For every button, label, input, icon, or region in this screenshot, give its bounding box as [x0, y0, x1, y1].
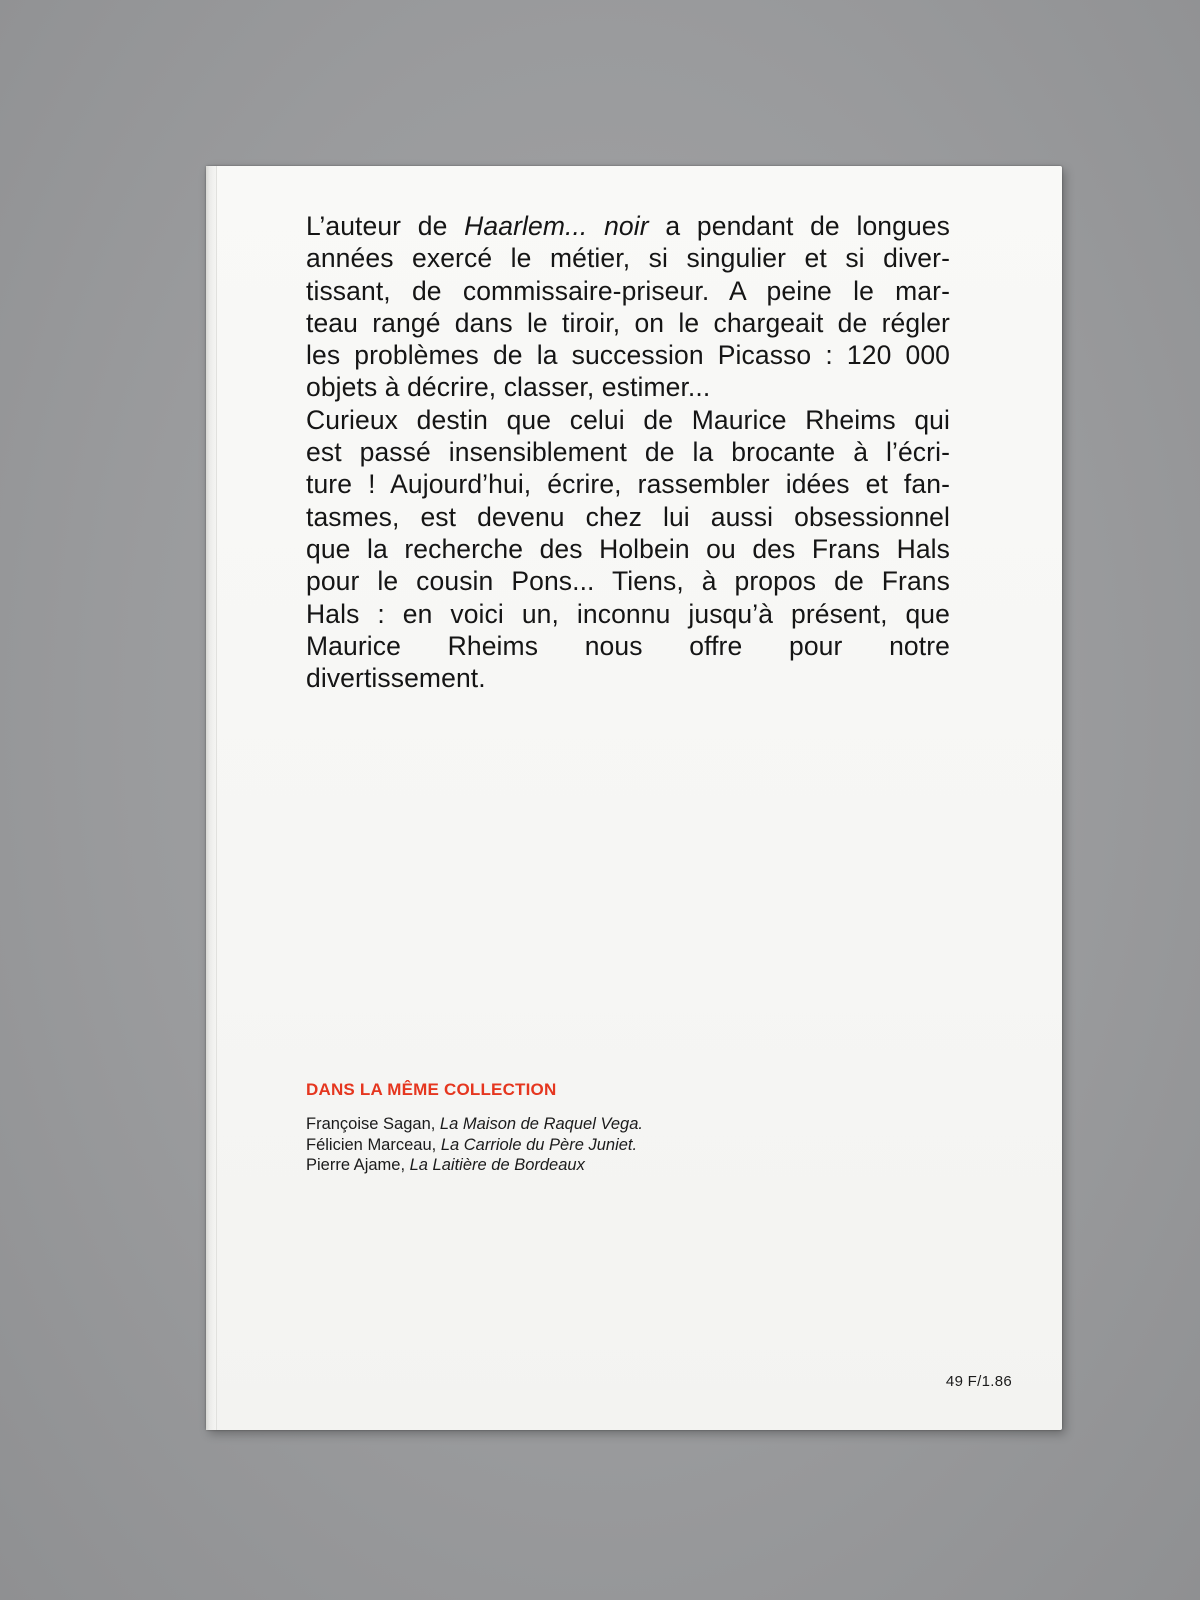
book-back-cover	[206, 166, 1062, 1430]
blurb-line: teau rangé dans le tiroir, on le chargeait de régler	[306, 307, 950, 338]
blurb-line: pour le cousin Pons... Tiens, à propos de Frans	[306, 566, 950, 597]
collection-author: Françoise Sagan,	[306, 1115, 440, 1133]
blurb-line: tasmes, est devenu chez lui aussi obsessionnel	[306, 501, 950, 532]
blurb-line: ture ! Aujourd’hui, écrire, rassembler idées et fan-	[306, 469, 950, 500]
collection-list	[306, 1114, 906, 1176]
blurb-line: que la recherche des Holbein ou des Frans Hals	[306, 533, 950, 564]
collection-title: La Carriole du Père Juniet.	[440, 1135, 638, 1154]
collection-author: Pierre Ajame,	[306, 1156, 410, 1174]
collection-item	[306, 1135, 906, 1156]
collection-title: La Maison de Raquel Vega.	[439, 1115, 643, 1133]
blurb-line: est passé insensiblement de la brocante à l’écri-	[306, 437, 950, 468]
blurb-text	[306, 210, 950, 694]
blurb-line: tissant, de commissaire-priseur. A peine le mar-	[306, 275, 950, 306]
blurb-line: Hals : en voici un, inconnu jusqu’à présent, que	[306, 598, 950, 629]
price-label: 49 F/1.86	[945, 1373, 1012, 1390]
collection-author: Félicien Marceau,	[306, 1135, 441, 1154]
collection-heading: DANS LA MÊME COLLECTION	[306, 1080, 557, 1099]
collection-item	[306, 1114, 906, 1135]
cover-left-edge	[206, 166, 217, 1430]
collection-item	[306, 1155, 906, 1176]
blurb-line: Maurice Rheims nous offre pour notre	[306, 630, 950, 661]
blurb-line: L’auteur de Haarlem... noir a pendant de longues	[306, 211, 950, 241]
blurb-line: objets à décrire, classer, estimer...	[306, 372, 711, 403]
same-collection-section	[306, 1080, 906, 1176]
blurb-line: divertissement.	[306, 663, 486, 694]
blurb-line: Curieux destin que celui de Maurice Rheims qui	[306, 404, 950, 435]
blurb-line: années exercé le métier, si singulier et si diver-	[306, 243, 950, 274]
collection-title: La Laitière de Bordeaux	[409, 1156, 585, 1174]
blurb-line: les problèmes de la succession Picasso : 120 000	[306, 340, 950, 371]
